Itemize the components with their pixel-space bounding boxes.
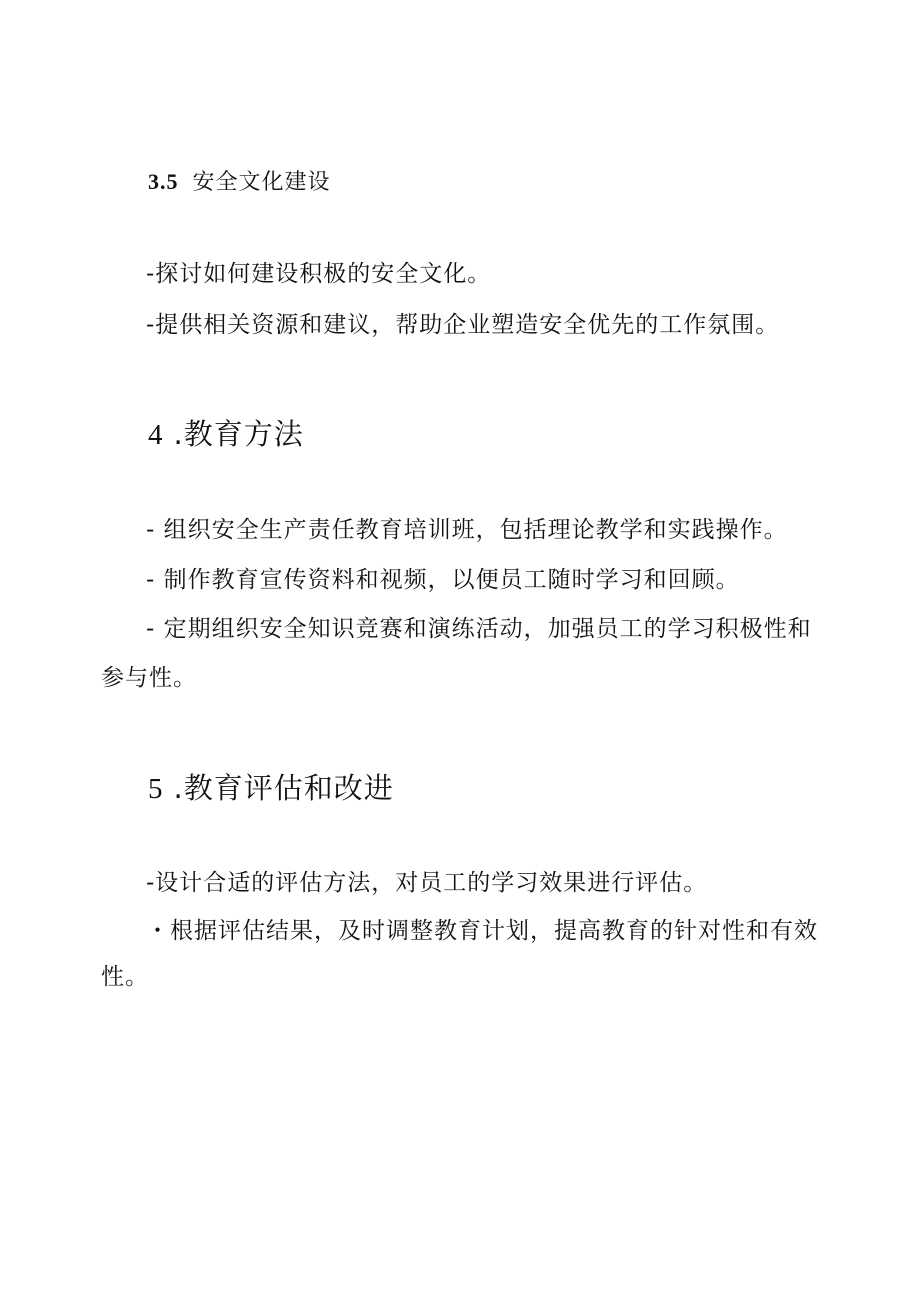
paragraph-line: - 制作教育宣传资料和视频，以便员工随时学习和回顾。 <box>146 567 740 593</box>
paragraph-line: - 组织安全生产责任教育培训班，包括理论教学和实践操作。 <box>146 517 788 543</box>
section-number: 5 <box>148 773 164 805</box>
paragraph-line: -设计合适的评估方法，对员工的学习效果进行评估。 <box>146 870 708 896</box>
section-heading-3-5 <box>148 167 331 198</box>
section-heading-4 <box>148 416 304 453</box>
section-title: .教育方法 <box>173 417 304 451</box>
paragraph-line: 参与性。 <box>101 665 197 691</box>
section-number: 3.5 <box>148 169 179 194</box>
paragraph-line: -提供相关资源和建议，帮助企业塑造安全优先的工作氛围。 <box>146 312 780 338</box>
section-title: 安全文化建设 <box>192 170 331 195</box>
paragraph-line: 性。 <box>101 964 149 990</box>
section-number: 4 <box>148 419 164 451</box>
paragraph-line: -探讨如何建设积极的安全文化。 <box>146 261 492 287</box>
paragraph-line: - 定期组织安全知识竞赛和演练活动，加强员工的学习积极性和 <box>146 616 812 642</box>
section-title: .教育评估和改进 <box>173 771 394 805</box>
section-heading-5 <box>148 770 394 807</box>
paragraph-line: ・根据评估结果，及时调整教育计划，提高教育的针对性和有效 <box>146 918 818 944</box>
